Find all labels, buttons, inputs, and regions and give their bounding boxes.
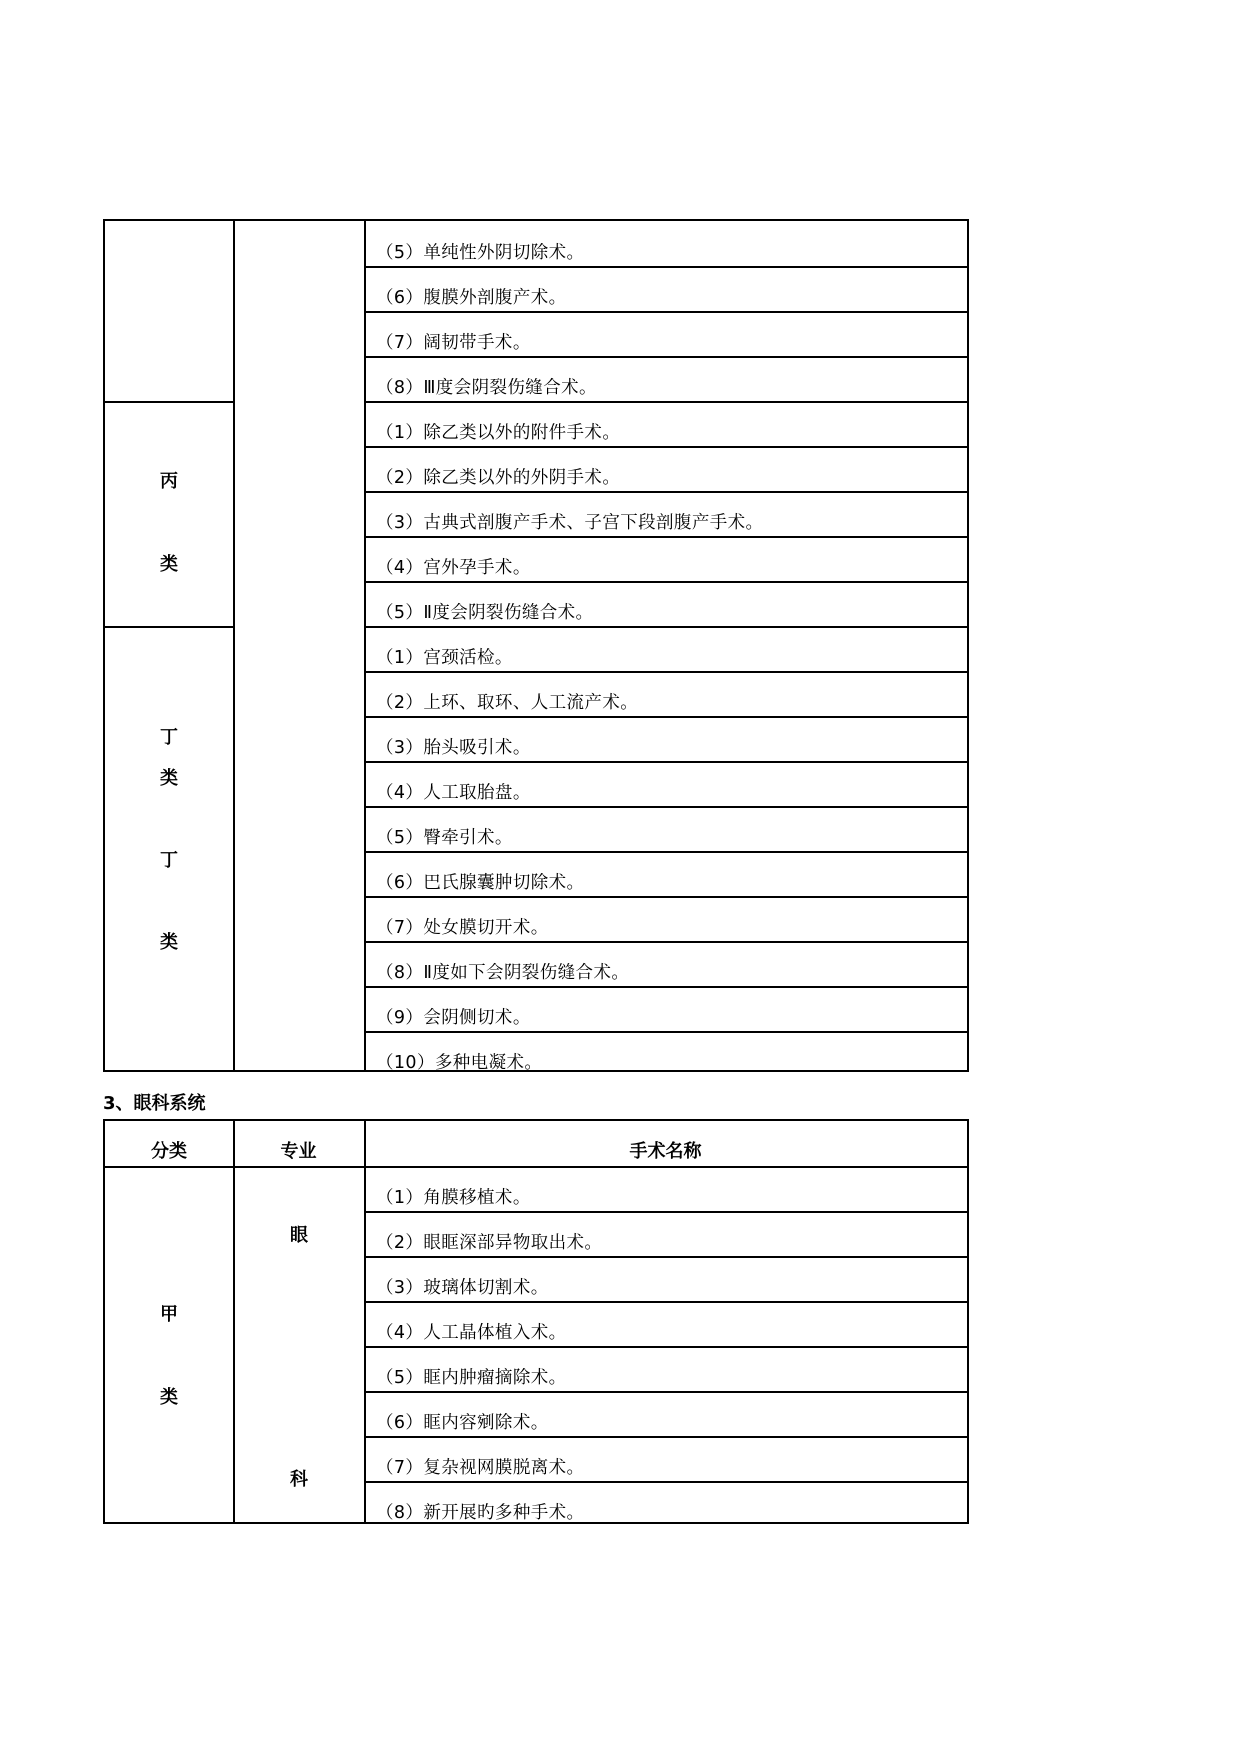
category-bing-char: 类 xyxy=(160,554,178,575)
procedure-item: （5）单纯性外阴切除术。 xyxy=(376,243,585,263)
row-divider xyxy=(364,536,967,538)
row-divider xyxy=(364,1301,967,1303)
procedure-item: （8）Ⅲ度会阴裂伤缝合术。 xyxy=(376,378,597,398)
header-specialty: 专业 xyxy=(280,1141,317,1162)
category-ding-char: 类 xyxy=(160,932,178,953)
procedure-item: （4）宫外孕手术。 xyxy=(376,558,531,578)
row-divider xyxy=(364,716,967,718)
row-divider xyxy=(364,851,967,853)
procedure-item: （6）腹膜外剖腹产术。 xyxy=(376,288,567,308)
category-ding-char: 类 xyxy=(160,768,178,789)
procedure-item: （8）新开展旳多种手术。 xyxy=(376,1503,585,1523)
category-ding-char: 丁 xyxy=(160,850,178,871)
row-divider xyxy=(364,986,967,988)
category-divider xyxy=(105,401,233,403)
procedure-item: （9）会阴侧切术。 xyxy=(376,1008,531,1028)
row-divider xyxy=(364,581,967,583)
header-procedure-name: 手术名称 xyxy=(629,1141,702,1162)
specialty-eye-char: 眼 xyxy=(290,1225,308,1246)
row-divider xyxy=(364,941,967,943)
ophthalmology-table xyxy=(103,1119,969,1524)
row-divider xyxy=(364,896,967,898)
row-divider xyxy=(364,1031,967,1033)
procedure-item: （1）除乙类以外的附件手术。 xyxy=(376,423,621,443)
row-divider xyxy=(364,1391,967,1393)
header-category: 分类 xyxy=(151,1141,187,1162)
row-divider xyxy=(364,761,967,763)
procedure-item: （3）胎头吸引术。 xyxy=(376,738,531,758)
row-divider xyxy=(364,491,967,493)
header-divider xyxy=(105,1166,967,1168)
category-bing-char: 丙 xyxy=(160,471,178,492)
row-divider xyxy=(364,671,967,673)
procedure-item: （5）Ⅱ度会阴裂伤缝合术。 xyxy=(376,603,594,623)
row-divider xyxy=(364,1436,967,1438)
procedure-item: （7）复杂视网膜脱离术。 xyxy=(376,1458,585,1478)
procedure-item: （4）人工晶体植入术。 xyxy=(376,1323,567,1343)
procedure-item: （6）眶内容剜除术。 xyxy=(376,1413,549,1433)
section-title-ophthalmology: 3、眼科系统 xyxy=(103,1093,206,1114)
row-divider xyxy=(364,401,967,403)
procedure-item: （7）处女膜切开术。 xyxy=(376,918,549,938)
column-divider xyxy=(233,221,235,1070)
procedure-item: （1）宫颈活检。 xyxy=(376,648,513,668)
procedure-item: （3）玻璃体切割术。 xyxy=(376,1278,549,1298)
row-divider xyxy=(364,806,967,808)
procedure-item: （10）多种电凝术。 xyxy=(376,1053,543,1073)
procedure-item: （5）臀牵引术。 xyxy=(376,828,513,848)
procedure-item: （6）巴氏腺囊肿切除术。 xyxy=(376,873,585,893)
procedure-item: （2）上环、取环、人工流产术。 xyxy=(376,693,639,713)
category-divider xyxy=(105,626,233,628)
category-jia-char: 类 xyxy=(160,1387,178,1408)
row-divider xyxy=(364,446,967,448)
procedure-item: （8）Ⅱ度如下会阴裂伤缝合术。 xyxy=(376,963,630,983)
row-divider xyxy=(364,1211,967,1213)
procedure-item: （2）眼眶深部异物取出术。 xyxy=(376,1233,603,1253)
row-divider xyxy=(364,1256,967,1258)
procedure-item: （7）阔韧带手术。 xyxy=(376,333,531,353)
row-divider xyxy=(364,626,967,628)
procedure-item: （5）眶内肿瘤摘除术。 xyxy=(376,1368,567,1388)
procedure-item: （3）古典式剖腹产手术、子宫下段剖腹产手术。 xyxy=(376,513,764,533)
procedure-item: （1）角膜移植术。 xyxy=(376,1188,531,1208)
column-divider xyxy=(364,1121,366,1522)
specialty-eye-char: 科 xyxy=(290,1469,308,1490)
procedure-item: （4）人工取胎盘。 xyxy=(376,783,531,803)
row-divider xyxy=(364,1346,967,1348)
column-divider xyxy=(233,1121,235,1522)
surgery-table-continued xyxy=(103,219,969,1072)
row-divider xyxy=(364,266,967,268)
row-divider xyxy=(364,1481,967,1483)
category-ding-char: 丁 xyxy=(160,727,178,748)
row-divider xyxy=(364,356,967,358)
category-jia-char: 甲 xyxy=(160,1304,178,1325)
row-divider xyxy=(364,311,967,313)
procedure-item: （2）除乙类以外的外阴手术。 xyxy=(376,468,621,488)
